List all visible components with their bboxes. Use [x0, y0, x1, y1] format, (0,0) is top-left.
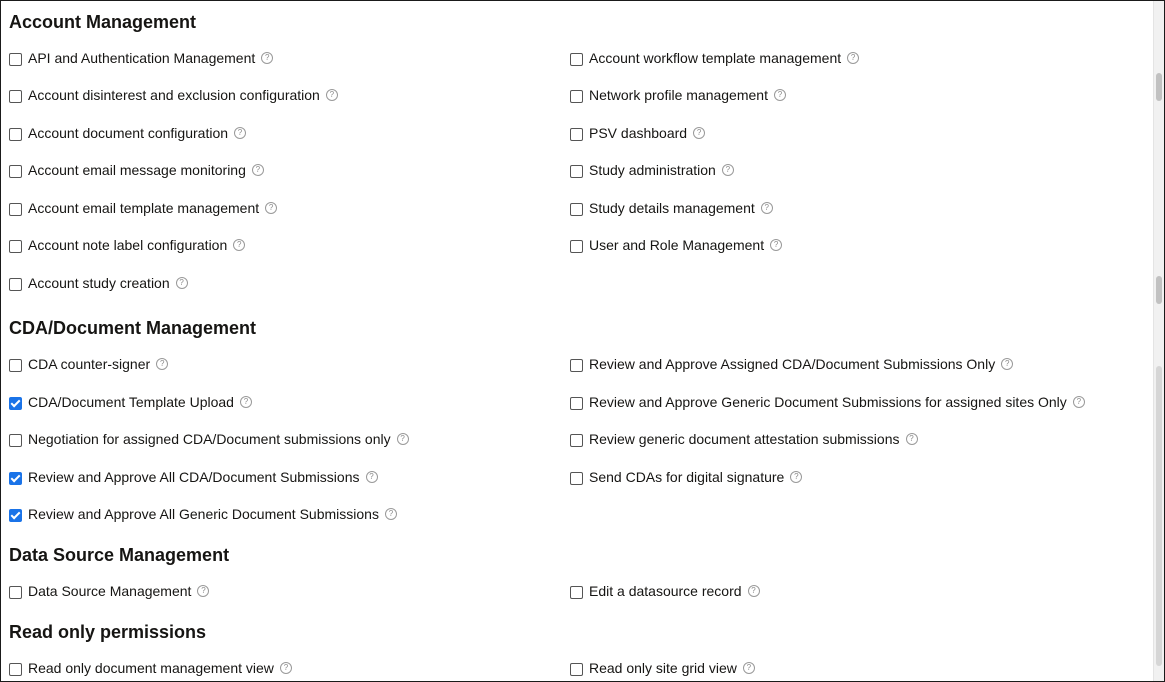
permission-label: Account workflow template management [589, 50, 842, 66]
permission-label: Data Source Management [28, 583, 192, 599]
help-question-icon[interactable]: ? [234, 127, 246, 139]
permission-checkbox[interactable] [570, 359, 583, 372]
permission-label: Review and Approve All CDA/Document Submissions [28, 469, 360, 485]
help-question-icon[interactable]: ? [366, 471, 378, 483]
help-question-icon[interactable]: ? [1001, 358, 1013, 370]
permission-label: Account document configuration [28, 125, 229, 141]
permission-item[interactable] [9, 658, 292, 678]
permission-item[interactable] [570, 354, 1013, 374]
help-question-icon[interactable]: ? [1073, 396, 1085, 408]
permission-label: Review and Approve All Generic Document Submissions [28, 506, 379, 522]
help-question-icon[interactable]: ? [906, 433, 918, 445]
permission-label: Account email message monitoring [28, 162, 246, 178]
help-question-icon[interactable]: ? [722, 164, 734, 176]
help-question-icon[interactable]: ? [252, 164, 264, 176]
help-question-icon[interactable]: ? [265, 202, 277, 214]
permission-item[interactable] [9, 198, 277, 218]
help-question-icon[interactable]: ? [261, 52, 273, 64]
permission-checkbox[interactable] [570, 472, 583, 485]
help-question-icon[interactable]: ? [397, 433, 409, 445]
section-title: Data Source Management [9, 545, 230, 565]
permission-item[interactable] [570, 85, 786, 105]
permission-item[interactable] [9, 160, 264, 180]
permission-checkbox[interactable] [9, 359, 22, 372]
section-title: Account Management [9, 12, 197, 32]
permission-item[interactable] [9, 392, 252, 412]
help-question-icon[interactable]: ? [743, 662, 755, 674]
permission-label: Read only site grid view [589, 660, 737, 676]
permission-label: Account email template management [28, 200, 260, 216]
permission-item[interactable] [570, 581, 760, 601]
permission-label: Study details management [589, 200, 755, 216]
permission-checkbox[interactable] [9, 128, 22, 141]
permission-checkbox[interactable] [9, 472, 22, 485]
permission-label: Read only document management view [28, 660, 274, 676]
permission-label: Edit a datasource record [589, 583, 742, 599]
scrollbar-track-highlight[interactable] [1156, 366, 1162, 666]
section-title: CDA/Document Management [9, 318, 257, 338]
help-question-icon[interactable]: ? [280, 662, 292, 674]
permission-label: Network profile management [589, 87, 768, 103]
permission-item[interactable] [9, 354, 168, 374]
permission-checkbox[interactable] [570, 397, 583, 410]
help-question-icon[interactable]: ? [770, 239, 782, 251]
permission-item[interactable] [570, 429, 918, 449]
permission-item[interactable] [570, 658, 755, 678]
help-question-icon[interactable]: ? [761, 202, 773, 214]
permission-label: CDA/Document Template Upload [28, 394, 234, 410]
permission-checkbox[interactable] [9, 90, 22, 103]
permission-checkbox[interactable] [9, 586, 22, 599]
permission-checkbox[interactable] [570, 240, 583, 253]
permission-checkbox[interactable] [9, 434, 22, 447]
permission-checkbox[interactable] [570, 203, 583, 216]
permission-label: Review and Approve Generic Document Submissions for assigned sites Only [589, 394, 1067, 410]
vertical-scrollbar[interactable] [1153, 1, 1164, 681]
permission-checkbox[interactable] [570, 165, 583, 178]
help-question-icon[interactable]: ? [156, 358, 168, 370]
permission-checkbox[interactable] [9, 53, 22, 66]
permission-checkbox[interactable] [570, 434, 583, 447]
permission-item[interactable] [9, 504, 397, 524]
help-question-icon[interactable]: ? [790, 471, 802, 483]
permission-label: CDA counter-signer [28, 356, 151, 372]
permission-checkbox[interactable] [570, 663, 583, 676]
permission-checkbox[interactable] [9, 509, 22, 522]
permission-checkbox[interactable] [570, 90, 583, 103]
help-question-icon[interactable]: ? [847, 52, 859, 64]
permission-checkbox[interactable] [9, 278, 22, 291]
help-question-icon[interactable]: ? [774, 89, 786, 101]
permission-checkbox[interactable] [570, 128, 583, 141]
help-question-icon[interactable]: ? [748, 585, 760, 597]
permission-label: Review generic document attestation submissions [589, 431, 900, 447]
permission-checkbox[interactable] [570, 53, 583, 66]
permission-checkbox[interactable] [9, 240, 22, 253]
permission-item[interactable] [9, 85, 338, 105]
help-question-icon[interactable]: ? [176, 277, 188, 289]
permission-item[interactable] [570, 198, 773, 218]
help-question-icon[interactable]: ? [326, 89, 338, 101]
permission-label: Account disinterest and exclusion configuration [28, 87, 320, 103]
scrollbar-thumb-upper[interactable] [1156, 73, 1162, 101]
help-question-icon[interactable]: ? [385, 508, 397, 520]
help-question-icon[interactable]: ? [233, 239, 245, 251]
permission-item[interactable] [9, 429, 409, 449]
permission-item[interactable] [570, 392, 1085, 412]
help-question-icon[interactable]: ? [197, 585, 209, 597]
permission-label: API and Authentication Management [28, 50, 256, 66]
permission-item[interactable] [9, 48, 273, 68]
permission-label: Account study creation [28, 275, 170, 291]
help-question-icon[interactable]: ? [240, 396, 252, 408]
permission-label: Study administration [589, 162, 716, 178]
help-question-icon[interactable]: ? [693, 127, 705, 139]
permission-item[interactable] [570, 160, 734, 180]
permission-item[interactable] [9, 581, 209, 601]
permission-item[interactable] [570, 123, 705, 143]
permission-item[interactable] [570, 48, 859, 68]
permission-label: Send CDAs for digital signature [589, 469, 785, 485]
permission-item[interactable] [570, 467, 802, 487]
permission-checkbox[interactable] [9, 203, 22, 216]
permission-item[interactable] [570, 235, 782, 255]
permission-label: Account note label configuration [28, 237, 228, 253]
permission-label: User and Role Management [589, 237, 765, 253]
permission-item[interactable] [9, 235, 245, 255]
scrollbar-thumb-lower[interactable] [1156, 276, 1162, 304]
permission-checkbox[interactable] [9, 397, 22, 410]
section-title: Read only permissions [9, 622, 207, 642]
permission-label: Negotiation for assigned CDA/Document submissions only [28, 431, 391, 447]
permission-item[interactable] [9, 123, 246, 143]
permission-item[interactable] [9, 467, 378, 487]
permission-checkbox[interactable] [9, 663, 22, 676]
permission-checkbox[interactable] [9, 165, 22, 178]
permission-label: PSV dashboard [589, 125, 688, 141]
permission-label: Review and Approve Assigned CDA/Document Submissions Only [589, 356, 996, 372]
permission-item[interactable] [9, 273, 188, 293]
permission-checkbox[interactable] [570, 586, 583, 599]
